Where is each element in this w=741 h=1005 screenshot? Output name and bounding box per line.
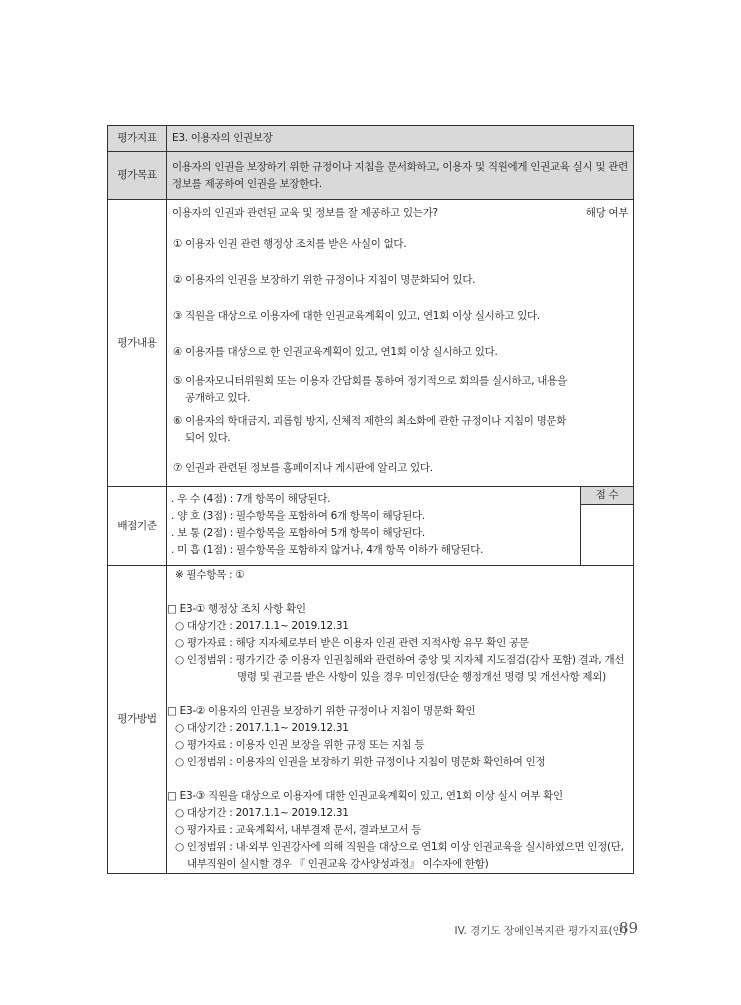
footer-title: IV. 경기도 장애인복지관 평가지표(안): [454, 925, 627, 937]
label-indicator: 평가지표: [108, 126, 167, 152]
section-2-material: ○ 평가자료 : 이용자 인권 보장을 위한 규정 또는 지침 등: [175, 739, 425, 751]
section-3-title: □ E3-③ 직원을 대상으로 이용자에 대한 인권교육계획이 있고, 연1회 이상 실시 여부 확인: [167, 790, 563, 802]
label-scoring: 배점기준: [108, 487, 167, 566]
section-3-period: ○ 대상기간 : 2017.1.1~ 2019.12.31: [175, 807, 349, 819]
content-item-3: ③ 직원을 대상으로 이용자에 대한 인권교육계획이 있고, 연1회 이상 실시하고 있다.: [173, 309, 540, 322]
label-method: 평가방법: [108, 566, 167, 874]
section-3-scope-cont: 내부직원이 실시할 경우 『 인권교육 강사양성과정』 이수자에 한함): [187, 858, 489, 870]
evaluation-table: [107, 125, 634, 874]
section-3-scope: ○ 인정범위 : 내·외부 인권강사에 의해 직원을 대상으로 연1회 이상 인권교육을 실시하였으면 인정(단,: [175, 841, 624, 853]
scoring-cell: [167, 487, 634, 566]
check-cell-5[interactable]: [581, 370, 633, 410]
indicator-title: E3. 이용자의 인권보장: [167, 126, 634, 152]
score-input[interactable]: [581, 505, 633, 565]
content-item-5: ⑤ 이용자모니터위원회 또는 이용자 간담회를 통하여 정기적으로 회의를 실시하고, 내용을 공개하고 있다.: [173, 375, 567, 404]
check-cell-7[interactable]: [581, 450, 633, 486]
section-1-title: □ E3-① 행정상 조치 사항 확인: [167, 603, 306, 615]
score-header: 점 수: [581, 487, 633, 505]
scoring-line-3: . 보 통 (2점) : 필수항목을 포함하여 5개 항목이 해당된다.: [171, 527, 425, 539]
content-cell: [167, 200, 634, 487]
content-question: 이용자의 인권과 관련된 교육 및 정보를 잘 제공하고 있는가?: [172, 206, 438, 219]
content-item-7: ⑦ 인권과 관련된 정보를 홈페이지나 게시판에 알리고 있다.: [173, 461, 433, 474]
section-3-material: ○ 평가자료 : 교육계획서, 내부결재 문서, 결과보고서 등: [175, 824, 422, 836]
section-1-scope-cont: 명령 및 권고를 받은 사항이 있을 경우 미인정(단순 행정개선 명령 및 개선사항 제외): [237, 671, 606, 683]
section-1-scope: ○ 인정범위 : 평가기간 중 이용자 인권침해와 관련하여 중앙 및 지자체 지도점검(감사 포함) 결과, 개선: [175, 654, 625, 666]
section-2-title: □ E3-② 이용자의 인권을 보장하기 위한 규정이나 지침이 명문화 확인: [167, 705, 476, 717]
content-item-6: ⑥ 이용자의 학대금지, 괴롭힘 방지, 신체적 제한의 최소화에 관한 규정이나 지침이 명문화되어 있다.: [173, 415, 567, 444]
label-goal: 평가목표: [108, 152, 167, 200]
check-cell-2[interactable]: [581, 262, 633, 298]
content-item-1: ① 이용자 인권 관련 행정상 조치를 받은 사실이 없다.: [173, 237, 407, 250]
scoring-line-2: . 양 호 (3점) : 필수항목을 포함하여 6개 항목이 해당된다.: [171, 510, 425, 522]
content-item-4: ④ 이용자를 대상으로 한 인권교육계획이 있고, 연1회 이상 실시하고 있다.: [173, 345, 498, 358]
scoring-line-4: . 미 흡 (1점) : 필수항목을 포함하지 않거나, 4개 항목 이하가 해당된다.: [171, 544, 484, 556]
scoring-lines: [167, 487, 581, 565]
content-item-2: ② 이용자의 인권을 보장하기 위한 규정이나 지침이 명문화되어 있다.: [173, 273, 476, 286]
score-column: [581, 487, 634, 565]
applicable-header: 해당 여부: [581, 200, 633, 226]
check-cell-4[interactable]: [581, 334, 633, 370]
section-2-scope: ○ 인정범위 : 이용자의 인권을 보장하기 위한 규정이나 지침이 명문화 확인하여 인정: [175, 756, 546, 768]
scoring-line-1: . 우 수 (4점) : 7개 항목이 해당된다.: [171, 493, 331, 505]
goal-text: 이용자의 인권을 보장하기 위한 규정이나 지침을 문서화하고, 이용자 및 직원에게 인권교육 실시 및 관련 정보를 제공하여 인권을 보장한다.: [167, 152, 634, 200]
required-items: ※ 필수항목 : ①: [175, 569, 245, 581]
section-2-period: ○ 대상기간 : 2017.1.1~ 2019.12.31: [175, 722, 349, 734]
section-1-material: ○ 평가자료 : 해당 지자체로부터 받은 이용자 인권 관련 지적사항 유무 확인 공문: [175, 637, 529, 649]
page-number: 89: [619, 919, 639, 937]
label-content: 평가내용: [108, 200, 167, 487]
check-cell-1[interactable]: [581, 226, 633, 262]
content-items: [167, 200, 633, 486]
section-1-period: ○ 대상기간 : 2017.1.1~ 2019.12.31: [175, 620, 349, 632]
check-cell-3[interactable]: [581, 298, 633, 334]
method-cell: [167, 566, 634, 874]
check-cell-6[interactable]: [581, 410, 633, 450]
